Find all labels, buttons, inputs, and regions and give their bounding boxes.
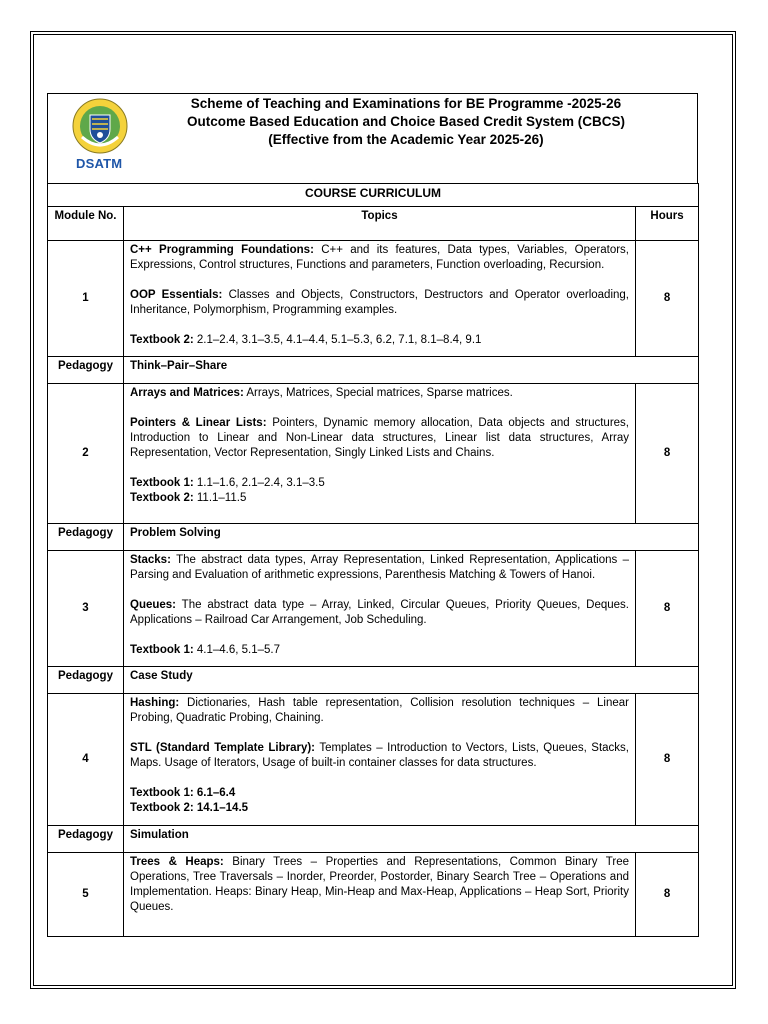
module-number: 3 (48, 551, 124, 667)
topic-text: Templates – Introduction to Vectors, Lists, Queues, Stacks, Maps. Usage of Iterators, Usage of built-in container classes for data structures. (130, 742, 629, 769)
textbook-text: 11.1–11.5 (193, 492, 247, 504)
table-caption: COURSE CURRICULUM (48, 184, 699, 207)
document-header (47, 93, 698, 184)
topic-text: C++ and its features, Data types, Variables, Operators, Expressions, Control structures, Functions and parameters, Function overloading, Recursion. (130, 244, 629, 271)
pedagogy-label: Pedagogy (48, 357, 124, 384)
table-row (48, 384, 699, 524)
module-hours: 8 (636, 551, 699, 667)
topic-text: Classes and Objects, Constructors, Destructors and Operator overloading, Inheritance, Polymorphism, Programming examples. (130, 289, 629, 316)
module-number: 4 (48, 694, 124, 826)
pedagogy-value: Problem Solving (124, 524, 699, 551)
header-title-line3: (Effective from the Academic Year 2025-26) (268, 132, 544, 147)
pedagogy-row (48, 524, 699, 551)
topic-text: Dictionaries, Hash table representation, Collision resolution techniques – Linear Probing, Quadratic Probing, Chaining. (130, 697, 629, 724)
textbook-heading: Textbook 2: (130, 334, 194, 346)
topic-text: Pointers, Dynamic memory allocation, Data objects and structures, Introduction to Linear and Non-Linear data structures, Linear list data structures, Array Representation, Vector Representation, Singly Linked Lists and Chains. (130, 417, 629, 459)
topic-heading: Pointers & Linear Lists: (130, 417, 267, 429)
pedagogy-value: Think–Pair–Share (124, 357, 699, 384)
table-row (48, 853, 699, 937)
topic-heading: Stacks: (130, 554, 171, 566)
textbook-text: 4.1–4.6, 5.1–5.7 (193, 644, 281, 656)
module-topics (124, 384, 636, 524)
topic-heading: OOP Essentials: (130, 289, 223, 301)
textbook-heading: Textbook 2: 14.1–14.5 (130, 802, 249, 814)
textbook-heading: Textbook 1: 6.1–6.4 (130, 787, 236, 799)
textbook-heading: Textbook 1: (130, 644, 194, 656)
topic-heading: Queues: (130, 599, 177, 611)
col-header-hours: Hours (636, 207, 699, 241)
header-titles (126, 95, 686, 149)
module-number: 1 (48, 241, 124, 357)
topic-heading: STL (Standard Template Library): (130, 742, 316, 754)
module-hours: 8 (636, 384, 699, 524)
pedagogy-row (48, 667, 699, 694)
pedagogy-row (48, 826, 699, 853)
topic-text: Binary Trees – Properties and Representations, Common Binary Tree Operations, Tree Traversals – Inorder, Preorder, Postorder, Binary Search Tree – Operations and Implementation. Heaps: Binary Heap, Min-Heap and Max-Heap, Applications – Heap Sort, Priority Queues. (130, 856, 629, 913)
table-row (48, 241, 699, 357)
pedagogy-label: Pedagogy (48, 667, 124, 694)
topic-text: The abstract data types, Array Representation, Linked Representation, Applications – Parsing and Evaluation of arithmetic expressions, Parenthesis Matching & Towers of Hanoi. (130, 554, 629, 581)
pedagogy-label: Pedagogy (48, 826, 124, 853)
header-title-line2: Outcome Based Education and Choice Based Credit System (CBCS) (186, 114, 626, 129)
textbook-heading: Textbook 1: (130, 477, 194, 489)
textbook-text: 2.1–2.4, 3.1–3.5, 4.1–4.4, 5.1–5.3, 6.2, 7.1, 8.1–8.4, 9.1 (193, 334, 482, 346)
pedagogy-row (48, 357, 699, 384)
topic-heading: Hashing: (130, 697, 180, 709)
textbook-heading: Textbook 2: (130, 492, 194, 504)
module-number: 2 (48, 384, 124, 524)
table-row (48, 694, 699, 826)
institution-name: DSATM (76, 156, 123, 171)
module-topics (124, 241, 636, 357)
col-header-topics: Topics (124, 207, 636, 241)
module-hours: 8 (636, 853, 699, 937)
col-header-module: Module No. (48, 207, 124, 241)
college-seal-icon (70, 97, 130, 155)
table-row (48, 551, 699, 667)
module-number: 5 (48, 853, 124, 937)
module-topics (124, 551, 636, 667)
header-title-line1: Scheme of Teaching and Examinations for BE Programme -2025-26 (190, 96, 622, 111)
topic-text: Arrays, Matrices, Special matrices, Sparse matrices. (243, 387, 513, 399)
textbook-text: 1.1–1.6, 2.1–2.4, 3.1–3.5 (193, 477, 325, 489)
module-hours: 8 (636, 694, 699, 826)
topic-heading: Arrays and Matrices: (130, 387, 244, 399)
topic-heading: Trees & Heaps: (130, 856, 224, 868)
module-hours: 8 (636, 241, 699, 357)
module-topics (124, 694, 636, 826)
curriculum-table (47, 183, 699, 937)
topic-heading: C++ Programming Foundations: (130, 244, 314, 256)
pedagogy-value: Case Study (124, 667, 699, 694)
topic-text: The abstract data type – Array, Linked, Circular Queues, Priority Queues, Deques. Applications – Railroad Car Arrangement, Job Scheduling. (130, 599, 629, 626)
pedagogy-label: Pedagogy (48, 524, 124, 551)
module-topics (124, 853, 636, 937)
pedagogy-value: Simulation (124, 826, 699, 853)
